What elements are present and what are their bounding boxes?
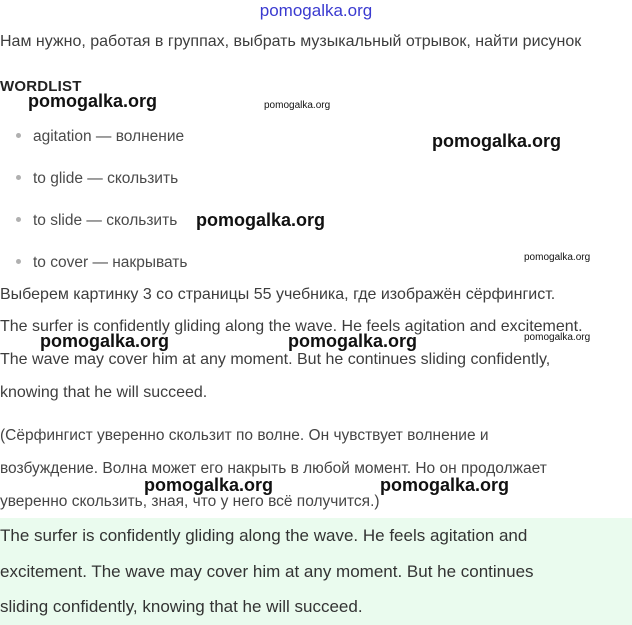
watermark: pomogalka.org (144, 475, 274, 495)
wordlist-item (16, 128, 184, 146)
bullet-icon (16, 133, 21, 138)
bullet-icon (16, 175, 21, 180)
wordlist-item-text: to slide — скользить (33, 212, 178, 229)
wordlist-title: WORDLIST (0, 78, 82, 95)
translation-line: уверенно скользить, зная, что у него всё получится.) (0, 493, 380, 510)
watermark: pomogalka.org (264, 100, 331, 111)
watermark: pomogalka.org (288, 331, 418, 351)
wordlist-item (16, 170, 178, 188)
description-text: Выберем картинку 3 со страницы 55 учебника, где изображён сёрфингист. (0, 286, 556, 303)
wordlist-item (16, 254, 188, 272)
answer-line: sliding confidently, knowing that he will succeed. (0, 597, 363, 616)
english-line: The surfer is confidently gliding along the wave. He feels agitation and excitement. (0, 318, 583, 335)
watermark: pomogalka.org (40, 331, 170, 351)
watermark: pomogalka.org (28, 91, 158, 111)
intro-text: Нам нужно, работая в группах, выбрать музыкальный отрывок, найти рисунок (0, 33, 582, 50)
translation-line: возбуждение. Волна может его накрыть в любой момент. Но он продолжает (0, 460, 547, 477)
watermark: pomogalka.org (524, 332, 591, 343)
wordlist-item-text: agitation — волнение (33, 128, 185, 145)
answer-line: excitement. The wave may cover him at any moment. But he continues (0, 562, 534, 581)
bullet-icon (16, 217, 21, 222)
answer-line: The surfer is confidently gliding along the wave. He feels agitation and (0, 526, 528, 545)
english-line: The wave may cover him at any moment. But he continues sliding confidently, (0, 351, 551, 368)
wordlist-item-text: to glide — скользить (33, 170, 179, 187)
watermark: pomogalka.org (432, 131, 562, 151)
english-line: knowing that he will succeed. (0, 384, 208, 401)
watermark: pomogalka.org (380, 475, 510, 495)
site-header-link[interactable]: pomogalka.org (259, 1, 373, 20)
translation-line: (Сёрфингист уверенно скользит по волне. Он чувствует волнение и (0, 427, 489, 444)
watermark: pomogalka.org (524, 252, 591, 263)
wordlist-item (16, 212, 177, 230)
watermark: pomogalka.org (196, 210, 326, 230)
wordlist-item-text: to cover — накрывать (33, 254, 188, 271)
bullet-icon (16, 259, 21, 264)
